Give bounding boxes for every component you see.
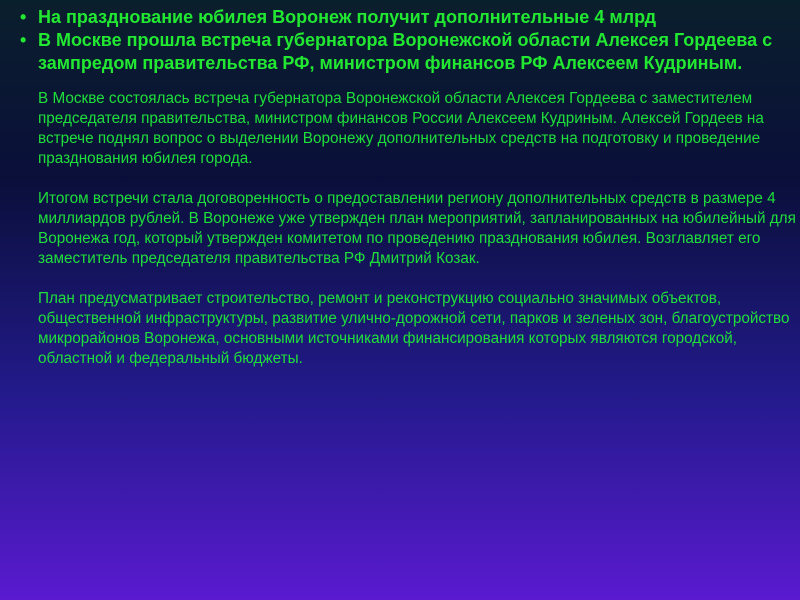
paragraph-meeting: В Москве состоялась встреча губернатора Воронежской области Алексея Гордеева с заместителем председателя правительства, министром финансов России Алексеем Кудриным. Алексей Гордеев на встрече поднял вопрос о выделении Воронежу дополнительных средств на подготовку и проведение празднования юбилея города. <box>38 90 764 167</box>
subheadline-text: В Москве прошла встреча губернатора Воронежской области Алексея Гордеева с зампредом правительства РФ, министром финансов РФ Алексеем Кудриным. <box>38 30 773 73</box>
article-body <box>38 89 798 369</box>
bullet-subheadline <box>18 29 794 75</box>
bullet-dot: • <box>20 7 27 27</box>
paragraph-plan: План предусматривает строительство, ремонт и реконструкцию социально значимых объектов, общественной инфраструктуры, развитие улично-дорожной сети, парков и зеленых зон, благоустройство микрорайонов Воронежа, основными источниками финансирования которых являются городской, областной и федеральный бюджеты. <box>38 290 790 367</box>
bullet-dot: • <box>20 30 27 50</box>
slide <box>18 6 794 389</box>
bullet-headline <box>18 6 794 29</box>
bullet-list <box>18 6 794 75</box>
paragraph-agreement: Итогом встречи стала договоренность о предоставлении региону дополнительных средств в размере 4 миллиардов рублей. В Воронеже уже утвержден план мероприятий, запланированных на юбилейный для Воронежа год, который утвержден комитетом по проведению празднования юбилея. Возглавляет его заместитель председателя правительства РФ Дмитрий Козак. <box>38 190 796 267</box>
headline-text: На празднование юбилея Воронеж получит дополнительные 4 млрд <box>38 7 657 27</box>
